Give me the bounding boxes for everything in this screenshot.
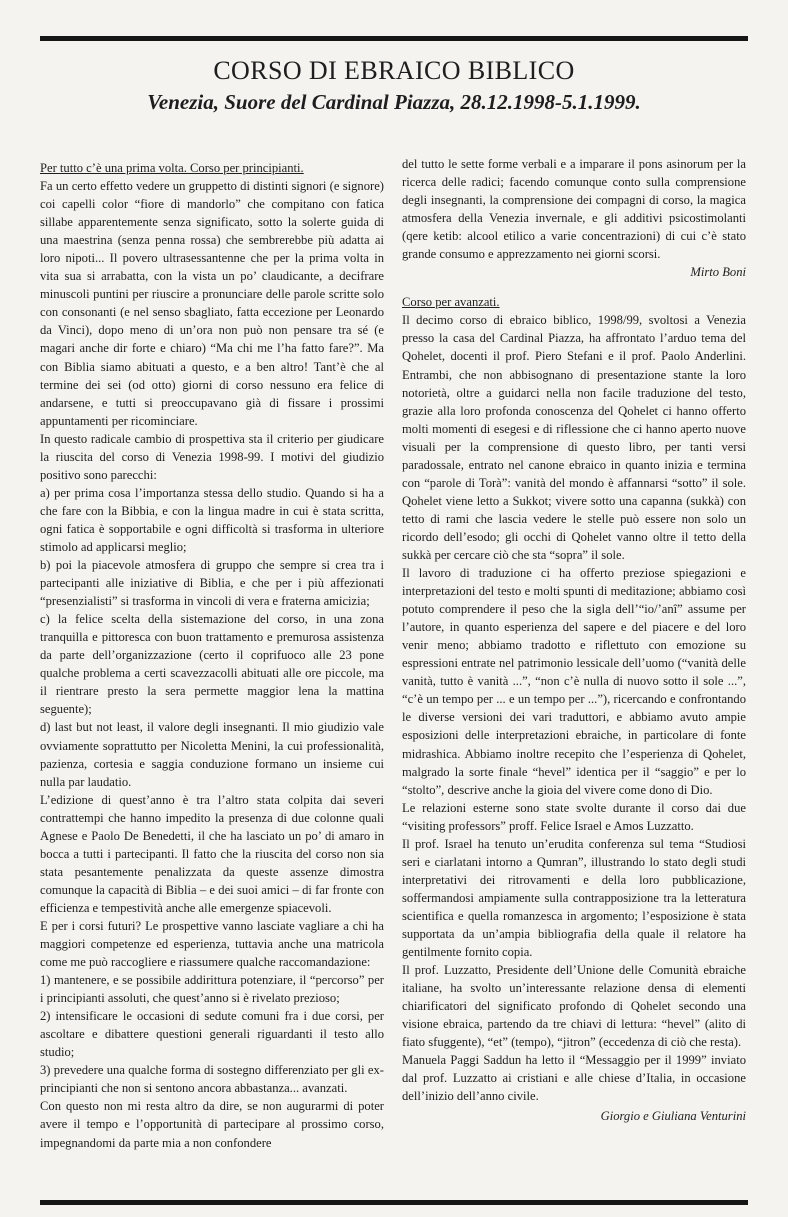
right-column <box>402 155 746 1125</box>
paragraph: Le relazioni esterne sono state svolte durante il corso dai due “visiting professors” proff. Felice Israel e Amos Luzzatto. <box>402 800 746 833</box>
paragraph: 3) prevedere una qualche forma di sostegno differenziato per gli ex-principianti che non si sentono ancora abbastanza... avanzati. <box>40 1063 384 1096</box>
bottom-rule <box>40 1200 748 1205</box>
paragraph: In questo radicale cambio di prospettiva sta il criterio per giudicare la riuscita del corso di Venezia 1998-99. I motivi del giudizio positivo sono parecchi: <box>40 431 384 482</box>
paragraph: b) poi la piacevole atmosfera di gruppo che sempre si crea tra i partecipanti alle iniziative di Biblia, e che per i più affezionati “presenzialisti” si trasforma in vincoli di vera e fraterna amicizia; <box>40 558 384 609</box>
paragraph: E per i corsi futuri? Le prospettive vanno lasciate vagliare a chi ha maggiori competenze ed esperienza, tuttavia anche una matricola come me può raccogliere e riassumere qualche raccomandazione: <box>40 918 384 970</box>
paragraph: 2) intensificare le occasioni di sedute comuni fra i due corsi, per ascoltare e dibattere questioni generali riguardanti il testo allo studio; <box>40 1009 384 1060</box>
paragraph: Il decimo corso di ebraico biblico, 1998/99, svoltosi a Venezia presso la casa del Cardinal Piazza, ha affrontato l’arduo tema del Qohelet, docenti il prof. Piero Stefani e il prof. Paolo Anderlini. Entrambi, che non abbisognano di presentazione stante la loro notorietà, oltre a guidarci nella non facile traduzione del testo, grazie alla loro profonda conoscenza del Qohelet ci hanno offerto molti momenti di esegesi e di riflessione che ci hanno aperto nuove visuali per la comprensione di questo libro, per tanti versi paradossale, entrato nel canone ebraico in quanto inizia e termina con “parole di Torà”: vanità del mondo è affannarsi “sotto” il sole. Qohelet viene letto a Sukkot; vivere sotto una capanna (sukkà) con tetto di rami che lascia vedere le stelle può essere non solo un ricordo dell’esodo; gli occhi di Qohelet vanno oltre il tetto della sukkà per cercare ciò che sta “sopra” il sole. <box>402 313 746 562</box>
author-signature: Giorgio e Giuliana Venturini <box>600 1109 746 1124</box>
paragraph: Fa un certo effetto vedere un gruppetto di distinti signori (e signore) coi capelli color “fiore di mandorlo” che compitano con fatica sillabe apparentemente senza significato, sotto la solerte guida di una maestrina (senza penna rossa) che sembrerebbe più adatta ai loro nipoti... Il povero ultrasessantenne che per la prima volta in vita sua si arrabatta, con la vista un po’ claudicante, a decifrare minuscoli puntini per riuscire a pronunciare delle parole scritte solo con consonanti (e nel senso sbagliato, fatta eccezione per Leonardo da Vinci), dopo meno di un’ora non può non pensare tra sé (e magari anche dir forte e chiaro) “Ma chi me l’ha fatto fare?”. Ma con Biblia siamo abituati a questo, e a ben altro! Tant’è che al termine dei sei (od otto) giorni di corso nessuno era felice di andarsene, e tutti si preoccupavano già di fissare i prossimi appuntamenti per ricominciare. <box>40 179 384 428</box>
paragraph: Manuela Paggi Saddun ha letto il “Messaggio per il 1999” inviato dal prof. Luzzatto ai cristiani e alle chiese d’Italia, in occasione dell’inizio dell’anno civile. <box>402 1053 746 1104</box>
paragraph: c) la felice scelta della sistemazione del corso, in una zona tranquilla e pittoresca con buon trattamento e premurosa assistenza da parte dell’organizzazione (certo il coprifuoco alle 23 pone qualche problema a certi scavezzacolli abituati alle ore piccole, ma il rientrare presto la sera permette maggior lena la mattina seguente); <box>40 612 384 717</box>
section-heading-beginners: Per tutto c’è una prima volta. Corso per principianti. <box>40 161 304 175</box>
section-spacer <box>402 281 746 293</box>
page-subtitle: Venezia, Suore del Cardinal Piazza, 28.12.1998-5.1.1999. <box>147 90 641 114</box>
author-signature: Mirto Boni <box>690 265 746 280</box>
section-heading-advanced: Corso per avanzati. <box>402 295 500 310</box>
page-title: CORSO DI EBRAICO BIBLICO <box>213 56 575 85</box>
paragraph: Il prof. Luzzatto, Presidente dell’Unione delle Comunità ebraiche italiane, ha svolto un’interessante relazione densa di elementi chiarificatori del significato profondo di Qohelet secondo una visione ebraica, partendo da tre chiavi di lettura: “hevel” (alito di fiato sfuggente), “et” (tempo), “jitron” (eccedenza di ciò che resta). <box>402 963 746 1050</box>
paragraph: 1) mantenere, e se possibile addirittura potenziare, il “percorso” per i principianti assoluti, che quest’anno si è rivelato prezioso; <box>40 973 384 1006</box>
paragraph: Il prof. Israel ha tenuto un’erudita conferenza sul tema “Studiosi seri e ciarlatani intorno a Qumran”, illustrando lo stato degli studi interpretativi dei ritrovamenti e della loro pubblicazione, soffermandosi ampiamente sulla contrapposizione tra la letteratura scientifica e quella romanzesca in argomento; l’esposizione è stata supportata da un’ampia bibliografia della quale il relatore ha gentilmente fornito copia. <box>402 836 746 960</box>
top-rule <box>40 36 748 41</box>
paragraph-continuation: del tutto le sette forme verbali e a imparare il pons asinorum per la ricerca delle radici; facendo comunque conto sulla comprensione degli insegnanti, la comprensione dei compagni di corso, la magica atmosfera della Venezia invernale, e gli additivi psicostimolanti (qere ketib: alcool etilico a varie concentrazioni) di cui c’è stato grande consumo e apprezzamento nei giorni scorsi. <box>402 157 746 262</box>
paragraph: a) per prima cosa l’importanza stessa dello studio. Quando si ha a che fare con la Bibbia, e con la lingua madre in cui è stata scritta, ogni fatica è sopportabile e ogni difficoltà si trasforma in ulteriore stimolo ad applicarsi meglio; <box>40 485 384 554</box>
paragraph: d) last but not least, il valore degli insegnanti. Il mio giudizio vale ovviamente soprattutto per Nicoletta Menini, la cui professionalità, pazienza, cortesia e saggia conduzione formano un insieme cui nulla par laudatio. <box>40 720 384 789</box>
left-column <box>40 159 384 1152</box>
paragraph: L’edizione di quest’anno è tra l’altro stata colpita dai severi contrattempi che hanno impedito la presenza di due colonne quali Agnese e Paolo De Benedetti, il che ha lasciato un po’ di amaro in bocca a tutti i partecipanti. Il fatto che la riuscita del corso non sia stata pesantemente penalizzata da queste assenze dimostra comunque la capacità di Biblia – e dei suoi amici – di far fronte con efficienza e tempestività anche alle emergenze spiacevoli. <box>40 792 384 915</box>
paragraph: Con questo non mi resta altro da dire, se non augurarmi di poter avere il tempo e l’opportunità di partecipare al prossimo corso, impegnandomi da parte mia a non confondere <box>40 1099 384 1150</box>
paragraph: Il lavoro di traduzione ci ha offerto preziose spiegazioni e interpretazioni del testo e molti spunti di meditazione; abbiamo così potuto comprendere il peso che la sigla dell’“io/’anî” assume per l’autore, in quanto esperienza del sapere e del piacere e del loro venir meno; abbiamo tradotto e riflettuto con emozione su espressioni entrate nel patrimonio lessicale dell’uomo (“vanità delle vanità, tutto è vanità ...”, “non c’è nulla di nuovo sotto il sole ...”, “c’è un tempo per ... e un tempo per ...”), ricercando e confrontando le diverse versioni dei vari traduttori, e abbiamo avuto ampie esposizioni delle interpretazioni ebraiche, in particolare di fonte midrashica. Abbiamo inoltre recepito che l’esperienza di Qohelet, malgrado la sorte finale “hevel” identica per il “saggio” e per lo “stolto”, descrive anche la gioia del vivere come dono di Dio. <box>402 566 746 797</box>
